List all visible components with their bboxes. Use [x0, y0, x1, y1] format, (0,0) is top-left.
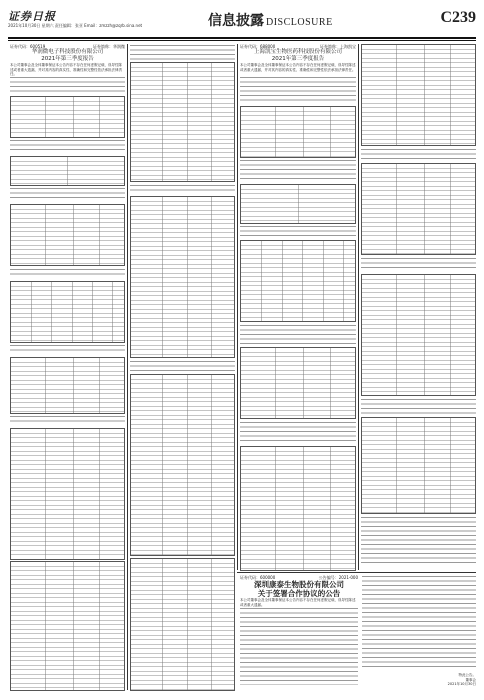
- cash-flow-table: [130, 196, 235, 358]
- ann1-title: 2021年第三季度报告: [41, 56, 94, 62]
- data-table: [240, 184, 356, 224]
- text-block: [240, 324, 356, 344]
- ann1-code-right: 证券简称：华润微: [93, 44, 125, 49]
- ann1-code-left: 证券代码：600519: [10, 44, 46, 49]
- shareholder-table: [10, 204, 125, 266]
- ann2-lead: 本公司董事会及全体董事保证本公告内容不存在任何虚假记载、误导性陈述或者重大遗漏，并对其内容的真实性、准确性和完整性依法承担法律责任。: [240, 63, 356, 72]
- page-number: C239: [440, 9, 476, 26]
- column-divider: [237, 44, 238, 570]
- balance-sheet-table-2: [10, 428, 125, 560]
- text-block: [361, 257, 476, 271]
- income-statement-table: [130, 62, 235, 182]
- parent-balance-table: [130, 374, 235, 556]
- section-title: [208, 10, 333, 30]
- ann2-code-right: 证券简称：上海凯宝: [320, 44, 356, 49]
- ann1-company: 华润微电子科技股份有限公司: [31, 49, 104, 55]
- ann3-section: [240, 575, 476, 695]
- text-block: [10, 344, 125, 354]
- text-block: [361, 516, 476, 566]
- ann3-lead: 本公司董事会及全体董事保证本公告内容不存在任何虚假记载、误导性陈述或者重大遗漏。: [240, 598, 356, 607]
- financial-table: [10, 96, 125, 138]
- ann3-title: 关于签署合作协议的公告: [257, 589, 341, 598]
- ann2-title: 2021年第三季度报告: [271, 56, 325, 62]
- shareholder-table: [240, 240, 356, 322]
- balance-sheet-table-2: [240, 446, 356, 571]
- section-divider: [237, 572, 476, 573]
- parent-income-table: [130, 558, 235, 691]
- parent-income-table: [361, 417, 476, 514]
- masthead-rule-thin: [8, 40, 476, 41]
- text-block: [130, 44, 235, 60]
- masthead-rule: [8, 37, 476, 39]
- balance-sheet-table: [10, 357, 125, 414]
- shareholder-detail-table: [10, 281, 125, 343]
- text-block: [361, 398, 476, 414]
- text-block: [240, 225, 356, 237]
- text-block: [10, 139, 125, 153]
- masthead: [8, 6, 476, 36]
- newspaper-logo: 证券日报: [8, 10, 56, 23]
- income-statement-table: [361, 44, 476, 146]
- ann3-company: 深圳康泰生物股份有限公司: [254, 580, 344, 589]
- text-block: [240, 421, 356, 443]
- text-block: [361, 148, 476, 160]
- ann2-code-left: 证券代码：688000: [240, 44, 276, 49]
- balance-sheet-table: [240, 347, 356, 419]
- ann3-code-left: 证券代码：600000: [240, 575, 276, 580]
- text-block: [130, 360, 235, 372]
- cash-flow-table: [361, 163, 476, 255]
- income-statement-table: [10, 561, 125, 691]
- text-block: [362, 575, 476, 670]
- column-4: [361, 44, 476, 569]
- section-title-cn: 信息披露: [208, 13, 264, 29]
- data-table: [10, 156, 125, 186]
- text-block: [240, 159, 356, 181]
- signoff-line2: 董事会: [465, 677, 476, 682]
- ann1-lead: 本公司董事会及全体董事保证本公告内容不存在任何虚假记载、误导性陈述或者重大遗漏，并对其内容的真实性、准确性和完整性依法承担法律责任。: [10, 63, 122, 76]
- signoff-line1: 特此公告。: [458, 673, 476, 677]
- ann2-company: 上海凯宝生物医药科技股份有限公司: [253, 49, 342, 55]
- column-divider: [358, 44, 359, 570]
- text-block: [240, 607, 358, 685]
- column-2: [130, 44, 235, 690]
- signoff-line3: 2021年10月30日: [447, 682, 476, 686]
- parent-balance-table: [361, 274, 476, 396]
- column-divider: [127, 44, 128, 690]
- ann3-code-right: 公告编号：2021-000: [318, 575, 358, 580]
- text-block: [10, 76, 125, 94]
- column-3: [240, 44, 356, 569]
- masthead-meta: 2021年10月30日 星期六 责任编辑：张亚 Email：zmzzh@zqrb.sina.net: [8, 23, 143, 28]
- text-block: [10, 415, 125, 425]
- financial-table: [240, 106, 356, 158]
- text-block: [240, 76, 356, 104]
- text-block: [10, 268, 125, 278]
- section-title-en: DISCLOSURE: [266, 17, 333, 28]
- column-1: [10, 44, 125, 690]
- text-block: [10, 187, 125, 201]
- text-block: [130, 184, 235, 194]
